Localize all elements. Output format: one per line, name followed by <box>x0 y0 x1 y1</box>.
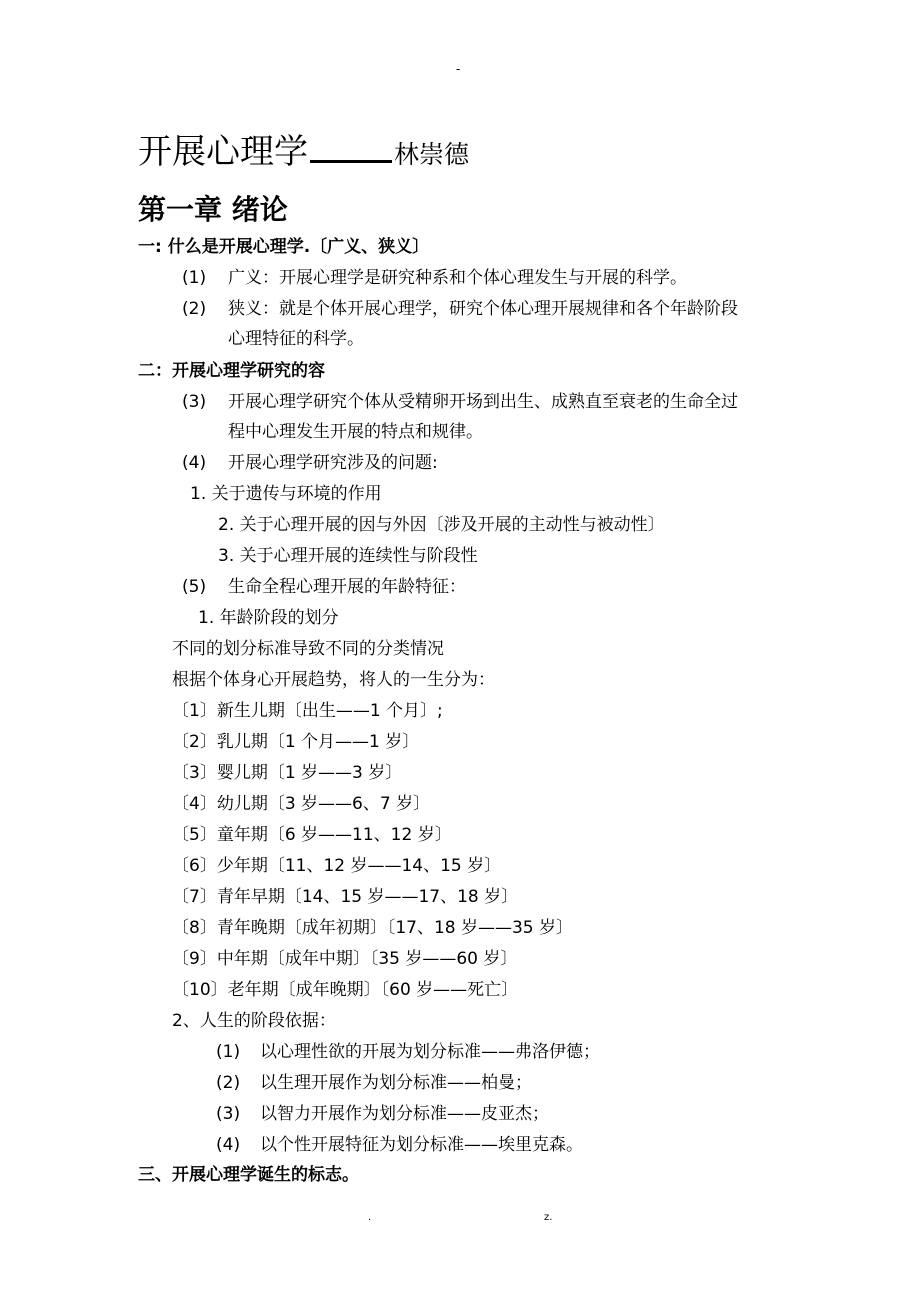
stage-item: 〔1〕新生儿期〔出生——1 个月〕; <box>172 701 443 721</box>
paragraph-standards: 不同的划分标准导致不同的分类情况 <box>172 639 444 659</box>
basis-berman: 以生理开展作为划分标准——柏曼； <box>260 1073 532 1093</box>
stage-item: 〔3〕婴儿期〔1 岁——3 岁〕 <box>172 763 403 783</box>
issue-internal-external: 2. 关于心理开展的因与外因〔涉及开展的主动性与被动性〕 <box>218 515 665 535</box>
item-age-characteristics: 生命全程心理开展的年龄特征： <box>228 577 466 597</box>
stage-item: 〔7〕青年早期〔14、15 岁——17、18 岁〕 <box>172 887 519 907</box>
item-narrow-definition: 狭义：就是个体开展心理学，研究个体心理开展规律和各个年龄阶段 <box>228 299 738 319</box>
item-number: (5) <box>182 577 207 597</box>
item-number: (1) <box>216 1042 241 1062</box>
stage-basis-heading: 2、人生的阶段依据： <box>172 1011 336 1031</box>
item-number: (4) <box>216 1135 241 1155</box>
basis-freud: 以心理性欲的开展为划分标准——弗洛伊德； <box>260 1042 600 1062</box>
title-main: 开展心理学 <box>138 132 308 172</box>
item-research-issues: 开展心理学研究涉及的问题: <box>228 453 438 473</box>
header-mark: - <box>456 62 461 76</box>
basis-erikson: 以个性开展特征为划分标准——埃里克森。 <box>260 1135 583 1155</box>
item-number: (2) <box>216 1073 241 1093</box>
title-author: 林崇德 <box>394 140 470 169</box>
title-underline-blank <box>310 130 392 163</box>
stage-item: 〔6〕少年期〔11、12 岁——14、15 岁〕 <box>172 856 502 876</box>
age-division-heading: 1. 年龄阶段的划分 <box>198 608 339 628</box>
footer-left-mark: . <box>368 1212 372 1223</box>
stage-item: 〔4〕幼儿期〔3 岁——6、7 岁〕 <box>172 794 431 814</box>
item-research-content-cont: 程中心理发生开展的特点和规律。 <box>228 422 483 442</box>
issue-heredity-environment: 1. 关于遗传与环境的作用 <box>190 484 382 504</box>
item-number: (1) <box>182 268 207 288</box>
chapter-heading: 第一章 绪论 <box>138 193 288 226</box>
basis-piaget: 以智力开展作为划分标准——皮亚杰； <box>260 1104 549 1124</box>
section-1-heading: 一: 什么是开展心理学.〔广义、狭义〕 <box>138 237 430 257</box>
stage-item: 〔8〕青年晚期〔成年初期〕〔17、18 岁——35 岁〕 <box>172 918 574 938</box>
item-number: (2) <box>182 299 207 319</box>
stage-item: 〔5〕童年期〔6 岁——11、12 岁〕 <box>172 825 452 845</box>
item-number: (4) <box>182 453 207 473</box>
document-title <box>138 128 469 179</box>
footer-right-mark: z. <box>544 1212 553 1223</box>
item-number: (3) <box>182 392 207 412</box>
item-research-content: 开展心理学研究个体从受精卵开场到出生、成熟直至衰老的生命全过 <box>228 392 738 412</box>
paragraph-division: 根据个体身心开展趋势，将人的一生分为： <box>172 670 495 690</box>
item-number: (3) <box>216 1104 241 1124</box>
item-narrow-definition-cont: 心理特征的科学。 <box>228 329 364 349</box>
section-3-heading: 三、开展心理学诞生的标志。 <box>138 1165 359 1185</box>
stage-item: 〔10〕老年期〔成年晚期〕〔60 岁——死亡〕 <box>172 980 519 1000</box>
item-broad-definition: 广义：开展心理学是研究种系和个体心理发生与开展的科学。 <box>228 268 687 288</box>
issue-continuity-stages: 3. 关于心理开展的连续性与阶段性 <box>218 546 478 566</box>
stage-item: 〔2〕乳儿期〔1 个月——1 岁〕 <box>172 732 420 752</box>
stage-item: 〔9〕中年期〔成年中期〕〔35 岁——60 岁〕 <box>172 949 518 969</box>
section-2-heading: 二：开展心理学研究的容 <box>138 361 325 381</box>
